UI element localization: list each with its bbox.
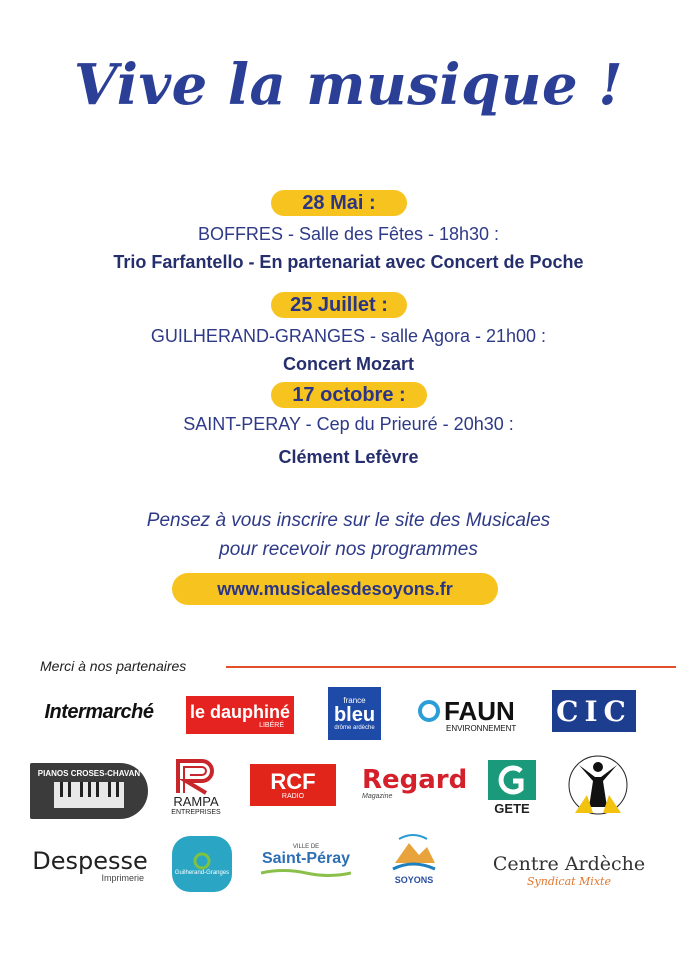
event-date-badge: 17 octobre : <box>271 382 427 408</box>
event-venue: SAINT-PERAY - Cep du Prieuré - 20h30 : <box>183 414 514 434</box>
gete-logo: GETE <box>484 754 540 820</box>
guilherand-swirl-icon <box>191 852 213 870</box>
conductor-figure-icon <box>567 753 629 817</box>
faun-swirl-icon <box>418 700 440 722</box>
choir-figure-logo <box>566 752 630 818</box>
event-act: Concert Mozart <box>282 354 414 374</box>
faun-logo: FAUN ENVIRONNEMENT <box>418 695 542 735</box>
partners-heading: Merci à nos partenaires <box>40 658 187 674</box>
website-link[interactable]: www.musicalesdesoyons.fr <box>172 573 498 605</box>
signup-note-line2: pour recevoir nos programmes <box>219 539 478 560</box>
page-title: Vive la musique ! <box>73 52 624 118</box>
event-venue: GUILHERAND-GRANGES - salle Agora - 21h00 : <box>150 326 547 346</box>
intermarche-logo: Intermarché <box>44 700 154 723</box>
soyons-logo: SOYONS <box>386 824 442 890</box>
cic-logo: CIC <box>552 690 636 732</box>
event-act: Clément Lefèvre <box>278 447 419 467</box>
event-venue: BOFFRES - Salle des Fêtes - 18h30 : <box>197 224 500 244</box>
saint-peray-logo: VILLE DE Saint-Péray <box>254 836 358 886</box>
regard-logo: Regard Magazine <box>362 764 468 800</box>
gete-g-icon <box>487 759 537 801</box>
piano-keys-icon <box>54 782 124 808</box>
guilherand-granges-logo: Guilherand-Granges <box>172 836 232 892</box>
pianos-croses-chavan-logo: PIANOS CROSES-CHAVAN <box>30 763 148 819</box>
signup-note-line1: Pensez à vous inscrire sur le site des Musicales <box>146 510 551 531</box>
dauphine-logo: le dauphiné LIBÉRÉ <box>186 696 294 734</box>
despesse-logo: Despesse Imprimerie <box>32 847 148 883</box>
event-date-badge: 28 Mai : <box>271 190 407 216</box>
wave-icon <box>261 868 351 878</box>
event-date-badge: 25 Juillet : <box>271 292 407 318</box>
centre-ardeche-logo: Centre Ardèche Syndicat Mixte <box>492 852 646 888</box>
divider-line <box>226 666 676 668</box>
rampa-r-icon <box>174 757 218 795</box>
rcf-logo: RCF RADIO <box>250 764 336 806</box>
france-bleu-logo: france bleu drôme ardèche <box>328 687 381 740</box>
soyons-hill-icon <box>389 829 439 875</box>
rampa-logo: RAMPA ENTREPRISES <box>168 752 224 820</box>
event-act: Trio Farfantello - En partenariat avec Concert de Poche <box>113 252 584 272</box>
